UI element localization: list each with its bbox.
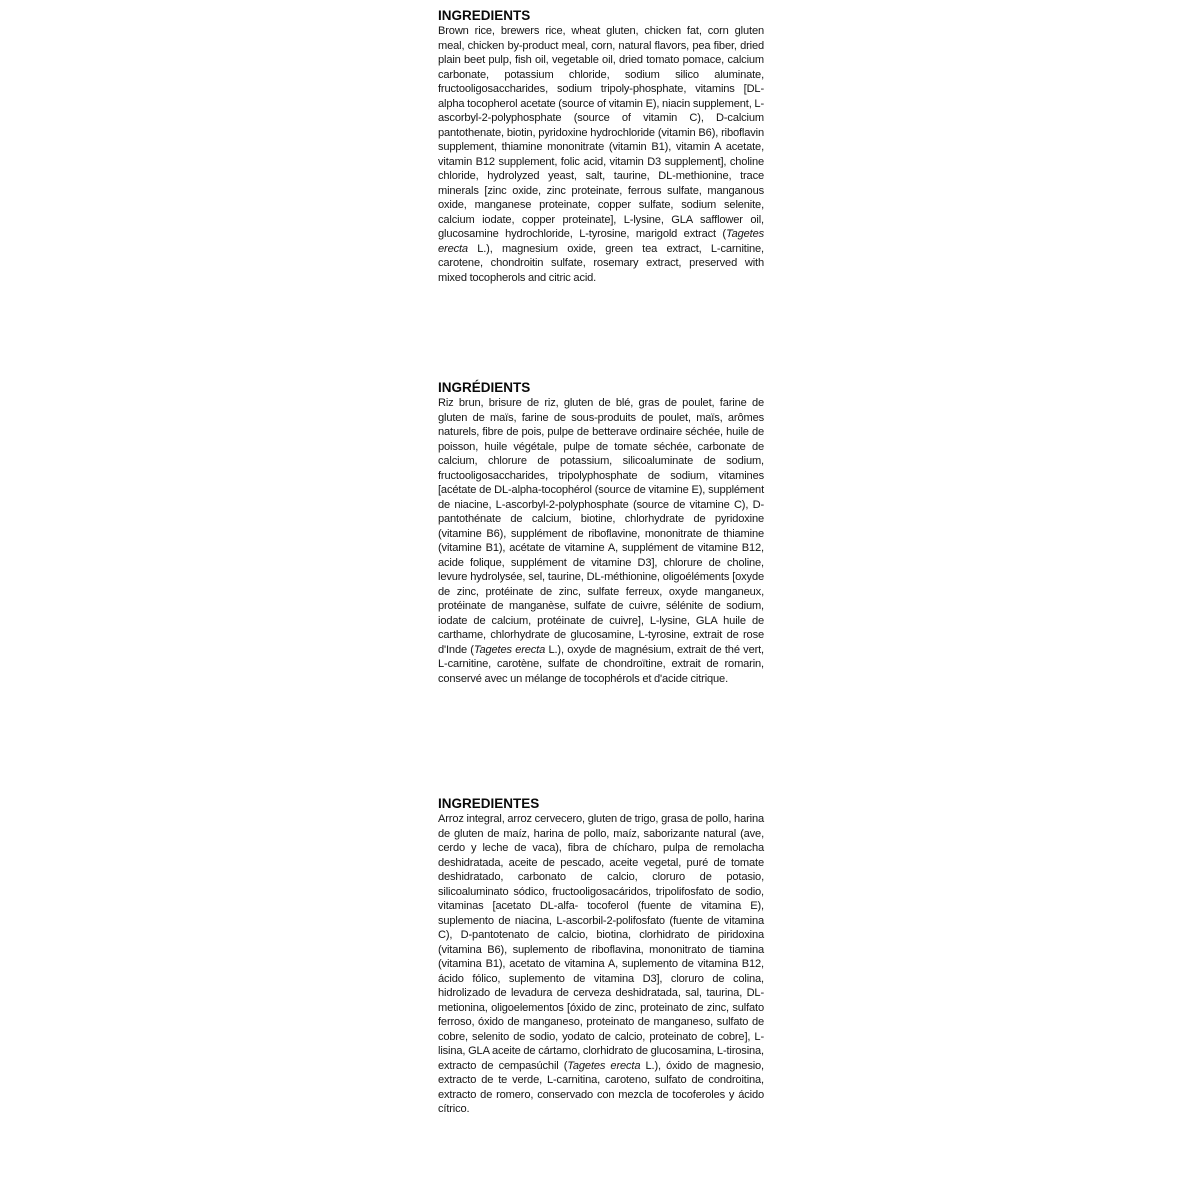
ingredients-section-spanish (438, 796, 764, 1117)
botanical-name-italic: Tagetes erecta (473, 643, 546, 656)
section-heading-spanish: INGREDIENTES (438, 796, 540, 811)
section-heading-french: INGRÉDIENTS (438, 380, 531, 395)
botanical-name-italic: Tagetes erecta (567, 1059, 641, 1072)
ingredients-panel (438, 8, 764, 1194)
botanical-name-italic: Tagetes erecta (438, 228, 764, 255)
ingredients-section-english (438, 8, 764, 285)
ingredients-text-english: Brown rice, brewers rice, wheat gluten, chicken fat, corn gluten meal, chicken by-product meal, corn, natural flavors, pea fiber, dried plain beet pulp, fish oil, vegetable oil, dried tomato pomace, calcium carbonate, potassium chloride, sodium silico aluminate, fructooligosaccharides, sodium tripoly-phosphate, vitamins [DL-alpha tocopherol acetate (source of vitamin E), niacin supplement, L-ascorbyl-2-polyphosphate (source of vitamin C), D-calcium pantothenate, biotin, pyridoxine hydrochloride (vitamin B6), riboflavin supplement, thiamine mononitrate (vitamin B1), vitamin A acetate, vitamin B12 supplement, folic acid, vitamin D3 supplement], choline chloride, hydrolyzed yeast, salt, taurine, DL-methionine, trace minerals [zinc oxide, zinc proteinate, ferrous sulfate, manganous oxide, manganese proteinate, copper sulfate, sodium selenite, calcium iodate, copper proteinate], L-lysine, GLA safflower oil, glucosamine hydrochloride, L-tyrosine, marigold extract (Tagetes erecta L.), magnesium oxide, green tea extract, L-carnitine, carotene, chondroitin sulfate, rosemary extract, preserved with mixed tocopherols and citric acid. (438, 25, 764, 284)
ingredients-section-french (438, 380, 764, 686)
section-heading-english: INGREDIENTS (438, 8, 531, 23)
ingredients-text-spanish: Arroz integral, arroz cervecero, gluten de trigo, grasa de pollo, harina de gluten de maíz, harina de pollo, maíz, saborizante natural (ave, cerdo y leche de vaca), fibra de chícharo, pulpa de remolacha deshidratada, aceite de pescado, aceite vegetal, puré de tomate deshidratado, carbonato de calcio, cloruro de potasio, silicoaluminato sódico, fructooligosacáridos, tripolifosfato de sodio, vitaminas [acetato DL-alfa- tocoferol (fuente de vitamina E), suplemento de niacina, L-ascorbil-2-polifosfato (fuente de vitamina C), D-pantotenato de calcio, biotina, clorhidrato de piridoxina (vitamina B6), suplemento de riboflavina, mononitrato de tiamina (vitamina B1), acetato de vitamina A, suplemento de vitamina B12, ácido fólico, suplemento de vitamina D3], cloruro de colina, hidrolizado de levadura de cerveza deshidratada, sal, taurina, DL-metionina, oligoelementos [óxido de zinc, proteinato de zinc, sulfato ferroso, óxido de manganeso, proteinato de manganeso, sulfato de cobre, selenito de sodio, yodato de calcio, proteinato de cobre], L-lisina, GLA aceite de cártamo, clorhidrato de glucosamina, L-tirosina, extracto de cempasúchil (Tagetes erecta L.), óxido de magnesio, extracto de te verde, L-carnitina, caroteno, sulfato de condroitina, extracto de romero, conservado con mezcla de tocoferoles y ácido cítrico. (438, 813, 764, 1115)
ingredients-text-french: Riz brun, brisure de riz, gluten de blé, gras de poulet, farine de gluten de maïs, farine de sous-produits de poulet, maïs, arômes naturels, fibre de pois, pulpe de betterave ordinaire séchée, huile de poisson, huile végétale, pulpe de tomate séchée, carbonate de calcium, chlorure de potassium, silicoaluminate de sodium, fructooligosaccharides, tripolyphosphate de sodium, vitamines [acétate de DL-alpha-tocophérol (source de vitamine E), supplément de niacine, L-ascorbyl-2-polyphosphate (source de vitamine C), D-pantothénate de calcium, biotine, chlorhydrate de pyridoxine (vitamine B6), supplément de riboflavine, mononitrate de thiamine (vitamine B1), acétate de vitamine A, supplément de vitamine B12, acide folique, supplément de vitamine D3], chlorure de choline, levure hydrolysée, sel, taurine, DL-méthionine, oligoéléments [oxyde de zinc, protéinate de zinc, sulfate ferreux, oxyde manganeux, protéinate de manganèse, sulfate de cuivre, sélénite de sodium, iodate de calcium, protéinate de cuivre], L-lysine, GLA huile de carthame, chlorhydrate de glucosamine, L-tyrosine, extrait de rose d'Inde (Tagetes erecta L.), oxyde de magnésium, extrait de thé vert, L-carnitine, carotène, sulfate de chondroïtine, extrait de romarin, conservé avec un mélange de tocophérols et d'acide citrique. (438, 397, 764, 685)
